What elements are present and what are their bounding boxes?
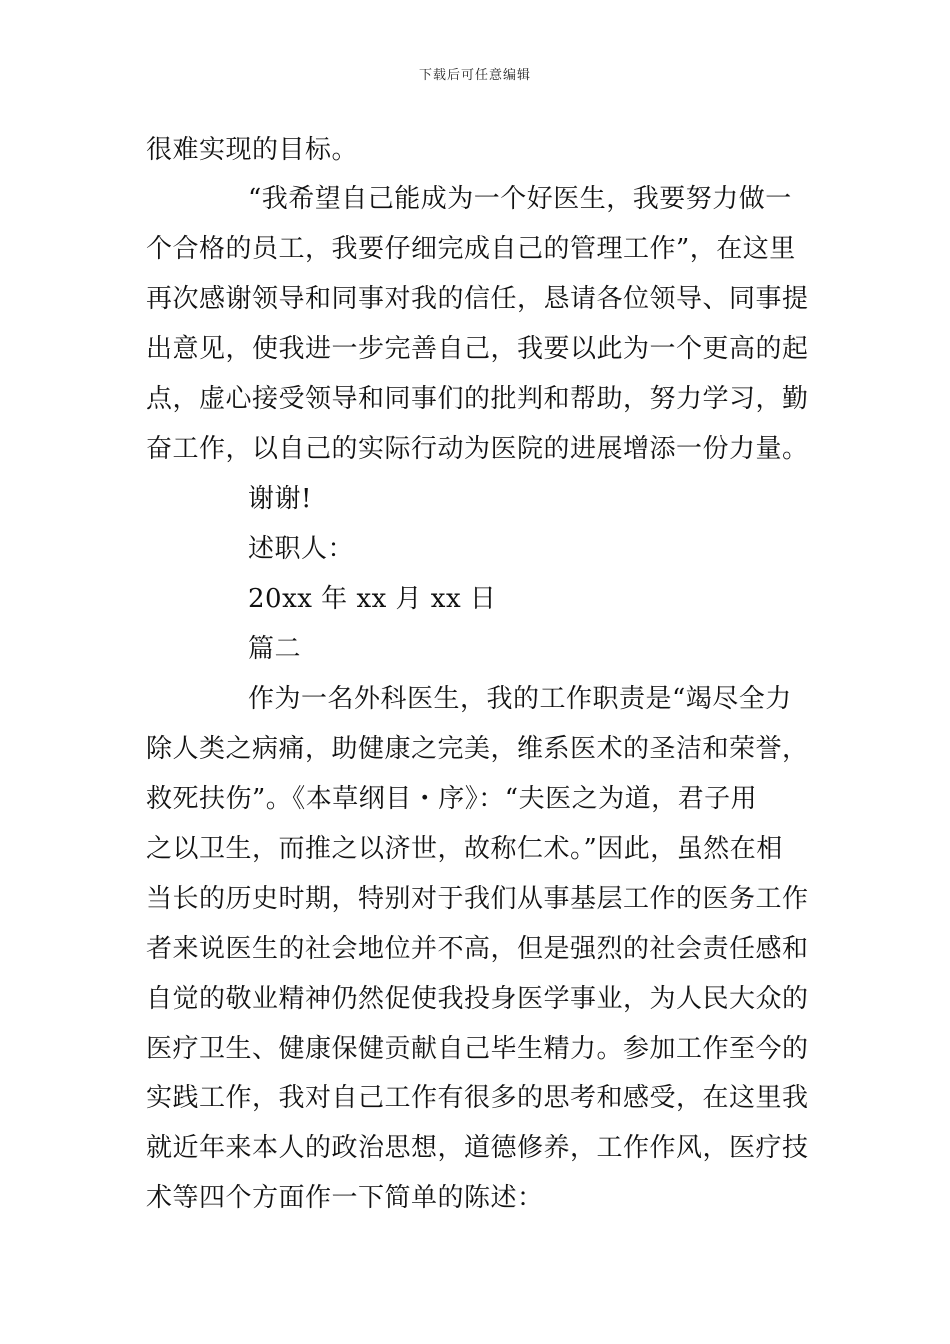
text-line: 医疗卫生、健康保健贡献自己毕生精力。参加工作至今的: [146, 1034, 809, 1064]
page-header: 下载后可任意编辑: [418, 68, 531, 83]
text-line: 术等四个方面作一下简单的陈述：: [146, 1183, 544, 1213]
text-line: 当长的历史时期，特别对于我们从事基层工作的医务工作: [146, 884, 809, 914]
text-line: “我希望自己能成为一个好医生，我要努力做一: [248, 184, 792, 214]
text-line: 就近年来本人的政治思想，道德修养，工作作风，医疗技: [146, 1133, 809, 1163]
text-line: 者来说医生的社会地位并不高，但是强烈的社会责任感和: [146, 934, 809, 964]
text-line: 奋工作，以自己的实际行动为医院的进展增添一份力量。: [146, 434, 809, 464]
text-line: 救死扶伤”。《本草纲目・序》：“夫医之为道，君子用: [146, 784, 758, 814]
text-line: 再次感谢领导和同事对我的信任，恳请各位领导、同事提: [146, 284, 809, 314]
text-line: 点，虚心接受领导和同事们的批判和帮助，努力学习，勤: [146, 384, 809, 414]
text-line: 20xx 年 xx 月 xx 日: [248, 584, 497, 614]
text-line: 个合格的员工，我要仔细完成自己的管理工作”，在这里: [146, 234, 796, 264]
text-line: 自觉的敬业精神仍然促使我投身医学事业，为人民大众的: [146, 984, 809, 1014]
text-line: 除人类之病痛，助健康之完美，维系医术的圣洁和荣誉，: [146, 734, 809, 764]
text-line: 很难实现的目标。: [146, 135, 359, 165]
text-line: 篇二: [248, 634, 302, 664]
text-line: 作为一名外科医生，我的工作职责是“竭尽全力: [248, 684, 792, 714]
text-line: 出意见，使我进一步完善自己，我要以此为一个更高的起: [146, 334, 809, 364]
text-line: 谢谢!: [248, 484, 312, 514]
text-line: 之以卫生，而推之以济世，故称仁术。”因此，虽然在相: [146, 834, 783, 864]
text-line: 述职人：: [248, 534, 355, 564]
text-line: 实践工作，我对自己工作有很多的思考和感受，在这里我: [146, 1083, 809, 1113]
